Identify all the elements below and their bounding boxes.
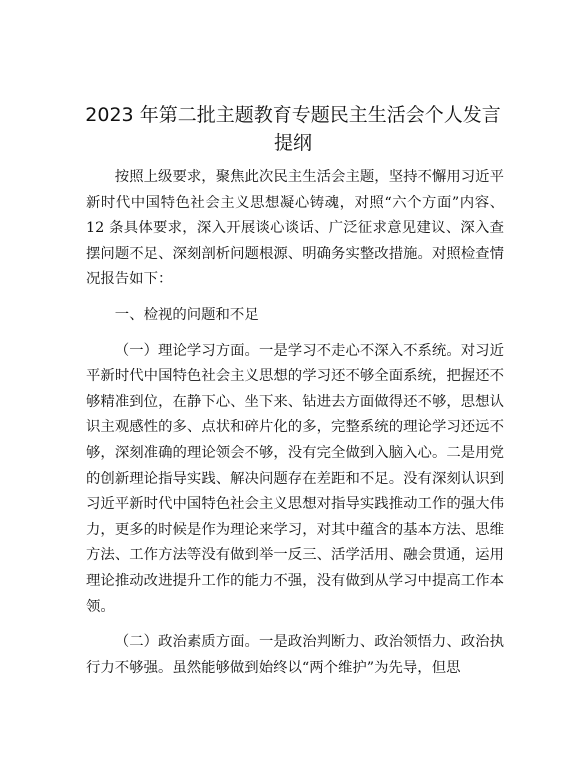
- paragraph-political-quality: （二）政治素质方面。一是政治判断力、政治领悟力、政治执行力不够强。虽然能够做到始终以“两个维护”为先导，但思: [86, 634, 504, 676]
- section-heading-1: 一、检视的问题和不足: [114, 306, 259, 323]
- paragraph-theory-study: （一）理论学习方面。一是学习不走心不深入不系统。对习近平新时代中国特色社会主义思想的学习还不够全面系统，把握还不够精准到位，在静下心、坐下来、钻进去方面做得还不够，思想认识主观感性的多、点状和碎片化的多，完整系统的理论学习还远不够，深刻准确的理论领会不够，没有完全做到入脑入心。二是用党的创新理论指导实践、解决问题存在差距和不足。没有深刻认识到习近平新时代中国特色社会主义思想对指导实践推动工作的强大伟力，更多的时候是作为理论来学习，对其中蕴含的基本方法、思维方法、工作方法等没有做到举一反三、活学活用、融会贯通，运用理论推动改进提升工作的能力不强，没有做到从学习中提高工作本领。: [86, 342, 504, 615]
- document-title: 2023 年第二批主题教育专题民主生活会个人发言提纲: [85, 104, 501, 154]
- intro-paragraph: 按照上级要求，聚焦此次民主生活会主题，坚持不懈用习近平新时代中国特色社会主义思想凝心铸魂，对照“六个方面”内容、12 条具体要求，深入开展谈心谈话、广泛征求意见建议、深入查摆问题不足、深刻剖析问题根源、明确务实整改措施。对照检查情况报告如下：: [86, 169, 504, 288]
- document-body: [86, 165, 504, 691]
